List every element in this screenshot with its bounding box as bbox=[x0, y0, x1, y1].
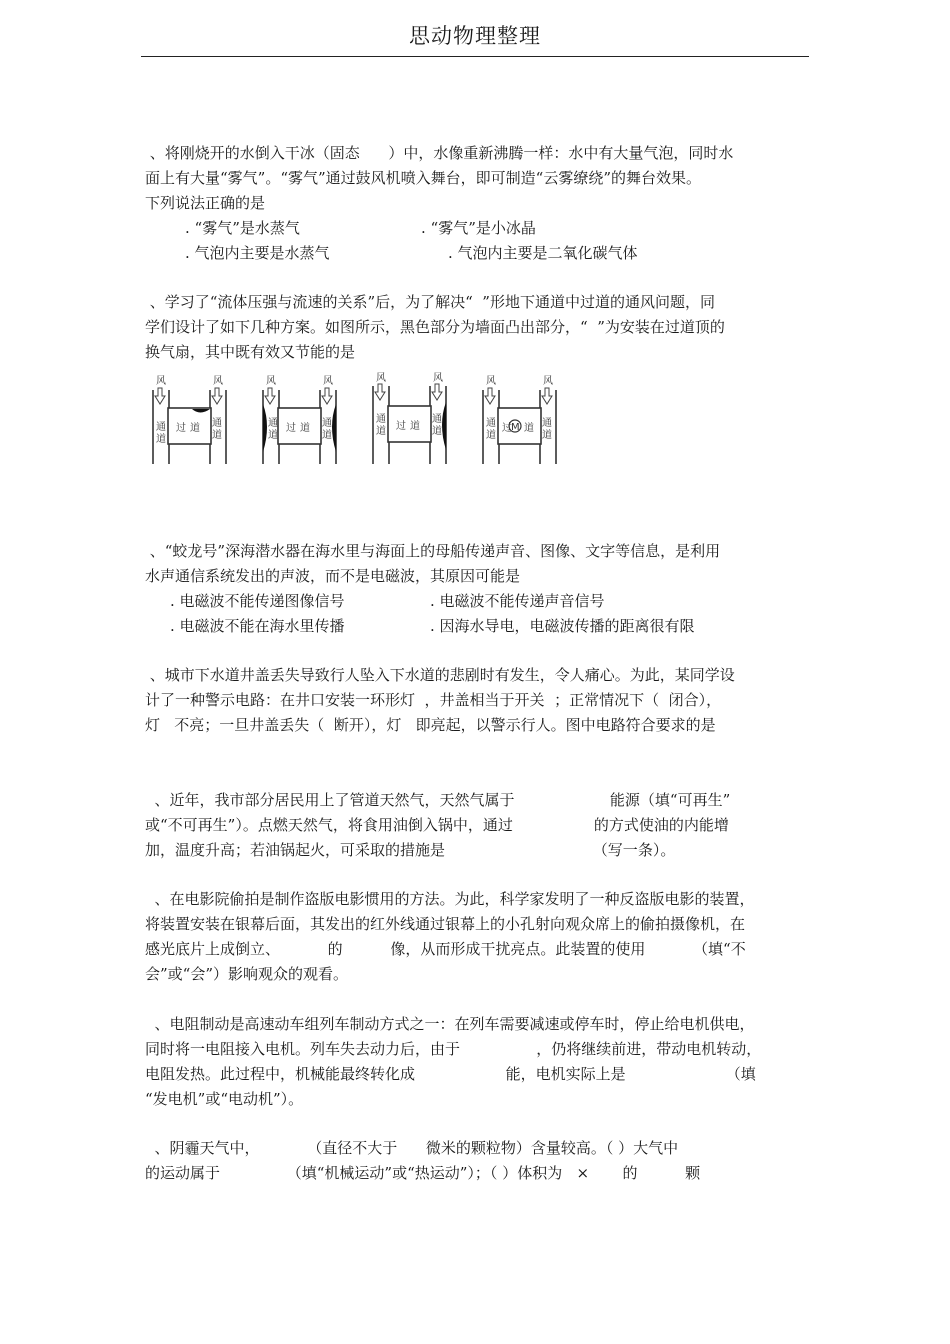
figure-d-channel-right-1: 通 bbox=[542, 418, 552, 429]
page-title: 思动物理整理 bbox=[409, 24, 541, 48]
figure-b-channel-right-1: 通 bbox=[322, 418, 332, 429]
figure-a-passage-1: 过 bbox=[176, 423, 186, 434]
figure-d-fan-label: M bbox=[511, 422, 520, 433]
figure-a-channel-right-2: 道 bbox=[212, 430, 222, 441]
q6-line-2: 将装置安装在银幕后面，其发出的红外线通过银幕上的小孔射向观众席上的偷拍摄像机，在 bbox=[145, 915, 746, 933]
q3-option-c: . 电磁波不能在海水里传播 bbox=[170, 617, 345, 635]
q3-line-2: 水声通信系统发出的声波，而不是电磁波，其原因可能是 bbox=[145, 567, 521, 585]
figure-c-passage-2: 道 bbox=[410, 421, 420, 432]
figure-a bbox=[148, 372, 238, 472]
figure-d bbox=[478, 372, 568, 472]
figure-b-passage-2: 道 bbox=[300, 423, 310, 434]
q7-line-4: “发电机”或“电动机”）。 bbox=[145, 1090, 304, 1108]
q1-line-1: 、将刚烧开的水倒入干冰（固态 ）中，水像重新沸腾一样：水中有大量气泡，同时水 bbox=[145, 144, 734, 162]
figure-c-channel-left-2: 道 bbox=[376, 426, 386, 437]
q1-option-c: . 气泡内主要是水蒸气 bbox=[185, 244, 330, 262]
figure-b-channel-left-1: 通 bbox=[268, 418, 278, 429]
header-divider bbox=[141, 56, 809, 57]
figure-b-wind-right: 风 bbox=[323, 376, 333, 387]
q2-line-3: 换气扇，其中既有效又节能的是 bbox=[145, 343, 356, 361]
figure-b-wind-left: 风 bbox=[266, 376, 276, 387]
q2-line-2: 学们设计了如下几种方案。如图所示，黑色部分为墙面凸出部分，“ ”为安装在过道顶的 bbox=[145, 318, 725, 336]
q4-line-1: 、城市下水道井盖丢失导致行人坠入下水道的悲剧时有发生，令人痛心。为此，某同学设 bbox=[145, 666, 735, 684]
q4-line-3: 灯 不亮；一旦井盖丢失（ 断开），灯 即亮起，以警示行人。图中电路符合要求的是 bbox=[145, 716, 716, 734]
q8-line-2: 的运动属于 （填“机械运动”或“热运动”）；（ ）体积为 × 的 颗 bbox=[145, 1164, 701, 1182]
q1-line-3: 下列说法正确的是 bbox=[145, 194, 266, 212]
q1-option-d: . 气泡内主要是二氧化碳气体 bbox=[448, 244, 638, 262]
figure-a-wind-left: 风 bbox=[156, 376, 166, 387]
q3-line-1: 、“蛟龙号”深海潜水器在海水里与海面上的母船传递声音、图像、文字等信息，是利用 bbox=[145, 542, 721, 560]
q6-line-1: 、在电影院偷拍是制作盗版电影惯用的方法。为此，科学家发明了一种反盗版电影的装置， bbox=[145, 890, 755, 908]
q7-line-2: 同时将一电阻接入电机。列车失去动力后，由于 ，仍将继续前进，带动电机转动， bbox=[145, 1040, 762, 1058]
figure-a-channel-left-1: 通 bbox=[156, 422, 166, 433]
figure-d-wind-right: 风 bbox=[543, 376, 553, 387]
figure-c-channel-right-1: 通 bbox=[432, 414, 442, 425]
q8-line-1: 、阴霾天气中， （直径不大于 微米的颗粒物）含量较高。（ ）大气中 bbox=[145, 1139, 679, 1157]
figure-c bbox=[368, 372, 458, 472]
figure-c-channel-left-1: 通 bbox=[376, 414, 386, 425]
q2-line-1: 、学习了“流体压强与流速的关系”后，为了解决“ ”形地下通道中过道的通风问题，同 bbox=[145, 293, 715, 311]
figure-d-passage-1: 过 bbox=[502, 423, 512, 434]
figure-d-channel-right-2: 道 bbox=[542, 430, 552, 441]
figure-a-channel-right-1: 通 bbox=[212, 418, 222, 429]
figure-c-channel-right-2: 道 bbox=[432, 426, 442, 437]
figure-d-channel-left-2: 道 bbox=[486, 430, 496, 441]
figure-b-channel-left-2: 道 bbox=[268, 430, 278, 441]
q1-option-a: . “雾气”是水蒸气 bbox=[185, 219, 300, 237]
figure-a-wind-right: 风 bbox=[213, 376, 223, 387]
figure-a-passage-2: 道 bbox=[190, 423, 200, 434]
ventilation-figures bbox=[148, 372, 568, 472]
q7-line-1: 、电阻制动是高速动车组列车制动方式之一：在列车需要减速或停车时，停止给电机供电， bbox=[145, 1015, 755, 1033]
figure-b-passage-1: 过 bbox=[286, 423, 296, 434]
q5-line-1: 、近年，我市部分居民用上了管道天然气，天然气属于 能源（填“可再生” bbox=[145, 791, 731, 809]
figure-c-wind-right: 风 bbox=[433, 373, 443, 384]
q1-option-b: . “雾气”是小冰晶 bbox=[421, 219, 536, 237]
figure-b bbox=[258, 372, 348, 472]
figure-b-channel-right-2: 道 bbox=[322, 430, 332, 441]
q5-line-2: 或“不可再生”）。点燃天然气，将食用油倒入锅中，通过 的方式使油的内能增 bbox=[145, 816, 729, 834]
figure-d-wind-left: 风 bbox=[486, 376, 496, 387]
q4-line-2: 计了一种警示电路：在井口安装一环形灯 ，井盖相当于开关 ；正常情况下（ 闭合）， bbox=[145, 691, 722, 709]
figure-c-passage-1: 过 bbox=[396, 421, 406, 432]
figure-c-wind-left: 风 bbox=[376, 373, 386, 384]
q3-option-a: . 电磁波不能传递图像信号 bbox=[170, 592, 345, 610]
figure-d-channel-left-1: 通 bbox=[486, 418, 496, 429]
q1-line-2: 面上有大量“雾气”。“雾气”通过鼓风机喷入舞台，即可制造“云雾缭绕”的舞台效果。 bbox=[145, 169, 702, 187]
q6-line-4: 会”或“会”）影响观众的观看。 bbox=[145, 965, 349, 983]
q3-option-b: . 电磁波不能传递声音信号 bbox=[430, 592, 605, 610]
q7-line-3: 电阻发热。此过程中，机械能最终转化成 能，电机实际上是 （填 bbox=[145, 1065, 756, 1083]
figure-a-channel-left-2: 道 bbox=[156, 434, 166, 445]
q6-line-3: 感光底片上成倒立、 的 像，从而形成干扰亮点。此装置的使用 （填“不 bbox=[145, 940, 746, 958]
q5-line-3: 加，温度升高；若油锅起火，可采取的措施是 （写一条）。 bbox=[145, 841, 676, 859]
figure-d-passage-2: 道 bbox=[524, 423, 534, 434]
q3-option-d: . 因海水导电，电磁波传播的距离很有限 bbox=[430, 617, 695, 635]
